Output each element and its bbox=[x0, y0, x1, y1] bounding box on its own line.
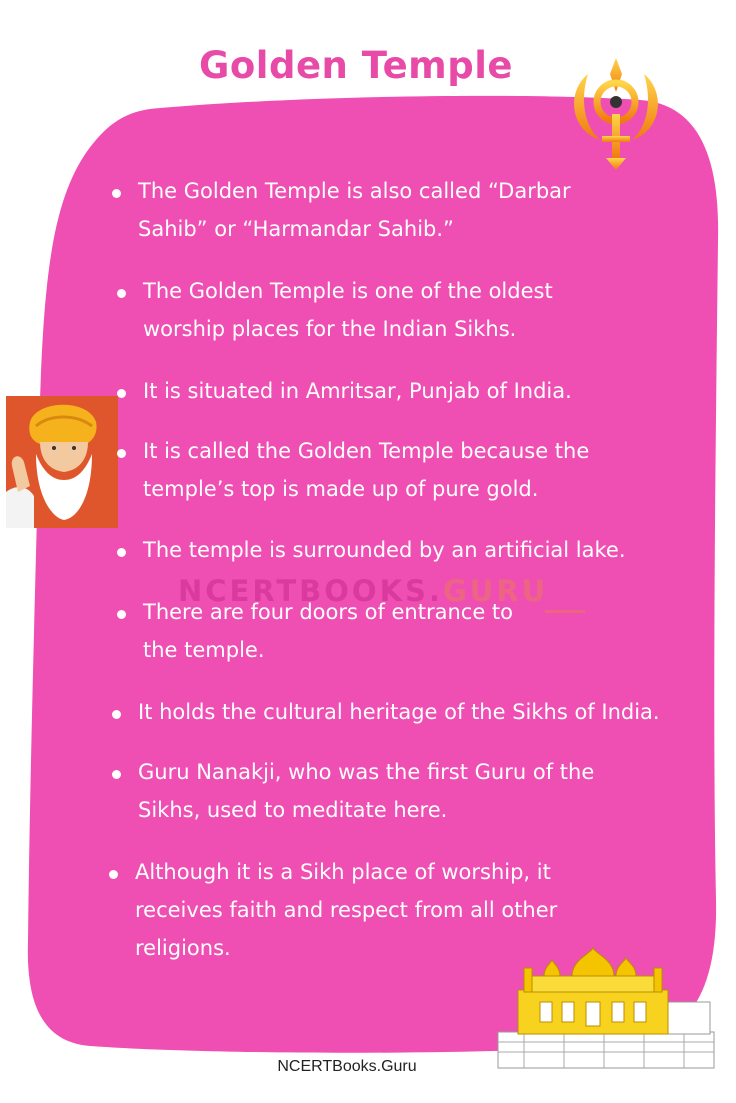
watermark-suffix: GURU bbox=[442, 574, 549, 608]
list-item bbox=[143, 272, 553, 348]
list-item bbox=[143, 531, 626, 569]
bullet-icon bbox=[112, 710, 121, 719]
bullet-icon bbox=[109, 870, 118, 879]
list-item-line: Guru Nanakji, who was the first Guru of the bbox=[138, 760, 595, 784]
bullet-icon bbox=[112, 189, 121, 198]
list-item-line: Sahib” or “Harmandar Sahib.” bbox=[138, 217, 454, 241]
list-item-line: the temple. bbox=[143, 638, 265, 662]
watermark-main: NCERTBOOKS. bbox=[178, 574, 443, 608]
list-item-line: Sikhs, used to meditate here. bbox=[138, 798, 448, 822]
watermark bbox=[178, 574, 548, 608]
list-item bbox=[138, 693, 660, 731]
list-item-line: The Golden Temple is one of the oldest bbox=[143, 279, 553, 303]
list-item-line: The temple is surrounded by an artificial lake. bbox=[143, 538, 626, 562]
watermark-underline bbox=[545, 610, 585, 613]
list-item bbox=[143, 372, 572, 410]
bullet-icon bbox=[117, 289, 126, 298]
page-title: Golden Temple bbox=[198, 44, 513, 87]
list-item-line: Although it is a Sikh place of worship, it bbox=[135, 860, 551, 884]
bullet-icon bbox=[117, 389, 126, 398]
golden-temple-illustration bbox=[494, 946, 718, 1070]
list-item bbox=[143, 432, 589, 508]
list-item bbox=[138, 172, 571, 248]
list-item-line: It is called the Golden Temple because the bbox=[143, 439, 590, 463]
list-item-line: There are four doors of entrance to bbox=[143, 600, 514, 624]
bullet-icon bbox=[117, 449, 126, 458]
bullet-icon bbox=[117, 610, 126, 619]
list-item-line: The Golden Temple is also called “Darbar bbox=[138, 179, 571, 203]
bullet-icon bbox=[117, 548, 126, 557]
list-item-line: temple’s top is made up of pure gold. bbox=[143, 477, 539, 501]
list-item-line: receives faith and respect from all other bbox=[135, 898, 558, 922]
list-item-line: worship places for the Indian Sikhs. bbox=[143, 317, 517, 341]
list-item-line: religions. bbox=[135, 936, 231, 960]
bullet-icon bbox=[112, 770, 121, 779]
list-item bbox=[138, 753, 594, 829]
list-item-line: It holds the cultural heritage of the Sikhs of India. bbox=[138, 700, 660, 724]
footer-site-name: NCERTBooks.Guru bbox=[277, 1058, 417, 1075]
list-item-line: It is situated in Amritsar, Punjab of India. bbox=[143, 379, 572, 403]
